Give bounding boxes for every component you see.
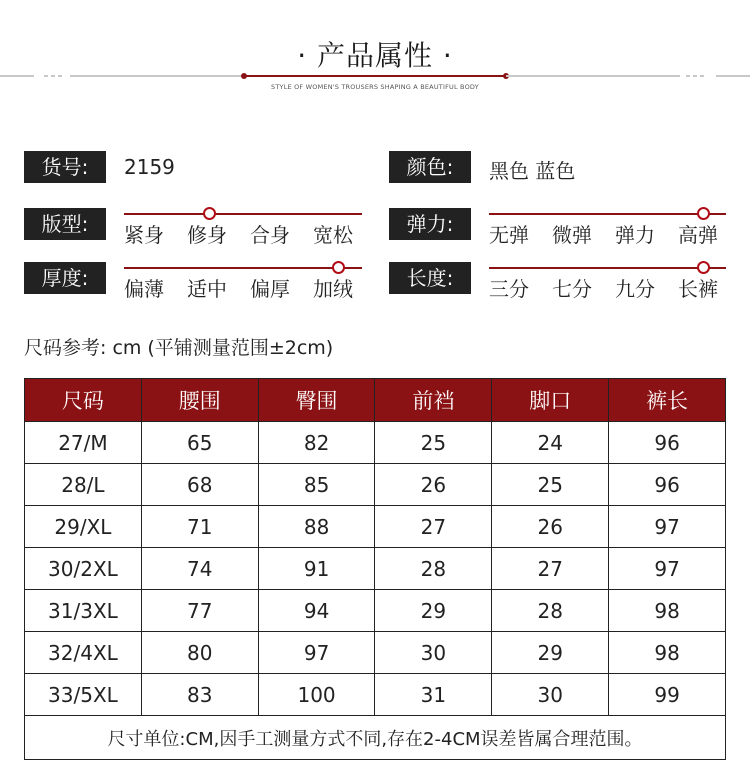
table-cell: 91 bbox=[258, 548, 375, 590]
table-cell: 32/4XL bbox=[25, 632, 142, 674]
table-cell: 25 bbox=[492, 464, 609, 506]
elasticity-label: 弹力: bbox=[389, 208, 471, 240]
column-header-hem: 脚口 bbox=[492, 379, 609, 422]
size-table-header-row bbox=[25, 379, 726, 422]
page-subtitle: STYLE OF WOMEN'S TROUSERS SHAPING A BEAUTIFUL BODY bbox=[271, 83, 479, 91]
table-row bbox=[25, 422, 726, 464]
table-row bbox=[25, 632, 726, 674]
header-rule-right-inner bbox=[506, 75, 680, 77]
table-cell: 31 bbox=[375, 674, 492, 716]
table-cell: 28/L bbox=[25, 464, 142, 506]
table-cell: 27 bbox=[375, 506, 492, 548]
elasticity-option: 高弹 bbox=[678, 223, 718, 247]
table-cell: 96 bbox=[609, 464, 726, 506]
elasticity-option: 弹力 bbox=[615, 223, 655, 247]
table-cell: 77 bbox=[141, 590, 258, 632]
table-cell: 68 bbox=[141, 464, 258, 506]
header-rule-accent bbox=[244, 75, 506, 77]
column-header-waist: 腰围 bbox=[141, 379, 258, 422]
length-options bbox=[489, 259, 726, 299]
length-option: 三分 bbox=[489, 277, 529, 301]
table-cell: 85 bbox=[258, 464, 375, 506]
table-row bbox=[25, 464, 726, 506]
table-cell: 30 bbox=[492, 674, 609, 716]
length-option: 九分 bbox=[615, 277, 655, 301]
table-cell: 27 bbox=[492, 548, 609, 590]
table-cell: 29/XL bbox=[25, 506, 142, 548]
thickness-option-list bbox=[124, 273, 353, 302]
table-cell: 97 bbox=[609, 506, 726, 548]
thickness-option: 偏厚 bbox=[250, 277, 290, 301]
table-cell: 24 bbox=[492, 422, 609, 464]
length-option: 长裤 bbox=[678, 277, 718, 301]
fit-option: 修身 bbox=[187, 223, 227, 247]
table-cell: 33/5XL bbox=[25, 674, 142, 716]
table-cell: 26 bbox=[492, 506, 609, 548]
length-label: 长度: bbox=[389, 262, 471, 294]
thickness-option: 加绒 bbox=[313, 277, 353, 301]
elasticity-options bbox=[489, 205, 726, 245]
column-header-rise: 前裆 bbox=[375, 379, 492, 422]
length-scale-line bbox=[489, 267, 726, 269]
elasticity-option: 无弹 bbox=[489, 223, 529, 247]
item-no-label: 货号: bbox=[24, 151, 106, 183]
table-cell: 82 bbox=[258, 422, 375, 464]
color-value: 黑色 蓝色 bbox=[489, 159, 576, 183]
fit-option-list bbox=[124, 219, 353, 248]
table-cell: 26 bbox=[375, 464, 492, 506]
color-label: 颜色: bbox=[389, 151, 471, 183]
elasticity-option-list bbox=[489, 219, 718, 248]
size-table bbox=[24, 378, 726, 760]
table-cell: 97 bbox=[609, 548, 726, 590]
table-cell: 27/M bbox=[25, 422, 142, 464]
table-cell: 83 bbox=[141, 674, 258, 716]
size-reference-text: 尺码参考: cm (平铺测量范围±2cm) bbox=[24, 337, 334, 359]
elasticity-option: 微弹 bbox=[552, 223, 592, 247]
table-cell: 74 bbox=[141, 548, 258, 590]
table-cell: 100 bbox=[258, 674, 375, 716]
thickness-scale-line bbox=[124, 267, 362, 269]
table-cell: 29 bbox=[492, 632, 609, 674]
header-rule-left bbox=[0, 75, 34, 77]
table-cell: 96 bbox=[609, 422, 726, 464]
header-rule-left-inner bbox=[70, 75, 244, 77]
table-note-row bbox=[25, 716, 726, 760]
table-row bbox=[25, 590, 726, 632]
table-cell: 65 bbox=[141, 422, 258, 464]
table-row bbox=[25, 506, 726, 548]
header-rule-right bbox=[716, 75, 750, 77]
fit-option: 宽松 bbox=[313, 223, 353, 247]
table-cell: 25 bbox=[375, 422, 492, 464]
fit-option: 紧身 bbox=[124, 223, 164, 247]
table-cell: 28 bbox=[492, 590, 609, 632]
table-cell: 30/2XL bbox=[25, 548, 142, 590]
column-header-size: 尺码 bbox=[25, 379, 142, 422]
table-row bbox=[25, 548, 726, 590]
table-cell: 97 bbox=[258, 632, 375, 674]
fit-scale-line bbox=[124, 213, 362, 215]
table-cell: 80 bbox=[141, 632, 258, 674]
table-cell: 28 bbox=[375, 548, 492, 590]
thickness-option: 偏薄 bbox=[124, 277, 164, 301]
fit-option: 合身 bbox=[250, 223, 290, 247]
table-cell: 98 bbox=[609, 632, 726, 674]
fit-options bbox=[124, 205, 362, 245]
table-cell: 99 bbox=[609, 674, 726, 716]
length-option: 七分 bbox=[552, 277, 592, 301]
table-cell: 88 bbox=[258, 506, 375, 548]
table-cell: 98 bbox=[609, 590, 726, 632]
thickness-option: 适中 bbox=[187, 277, 227, 301]
table-cell: 30 bbox=[375, 632, 492, 674]
item-no-value: 2159 bbox=[124, 155, 175, 179]
fit-label: 版型: bbox=[24, 208, 106, 240]
column-header-hip: 臀围 bbox=[258, 379, 375, 422]
header-dots-left bbox=[44, 75, 62, 77]
thickness-label: 厚度: bbox=[24, 262, 106, 294]
table-cell: 71 bbox=[141, 506, 258, 548]
table-note: 尺寸单位:CM,因手工测量方式不同,存在2-4CM误差皆属合理范围。 bbox=[25, 716, 726, 760]
table-cell: 31/3XL bbox=[25, 590, 142, 632]
table-cell: 29 bbox=[375, 590, 492, 632]
table-cell: 94 bbox=[258, 590, 375, 632]
header-dots-right bbox=[686, 75, 704, 77]
thickness-options bbox=[124, 259, 362, 299]
elasticity-scale-line bbox=[489, 213, 726, 215]
column-header-length: 裤长 bbox=[609, 379, 726, 422]
header-dot-left bbox=[241, 73, 247, 79]
page-title: · 产品属性 · bbox=[297, 39, 453, 72]
length-option-list bbox=[489, 273, 718, 302]
table-row bbox=[25, 674, 726, 716]
